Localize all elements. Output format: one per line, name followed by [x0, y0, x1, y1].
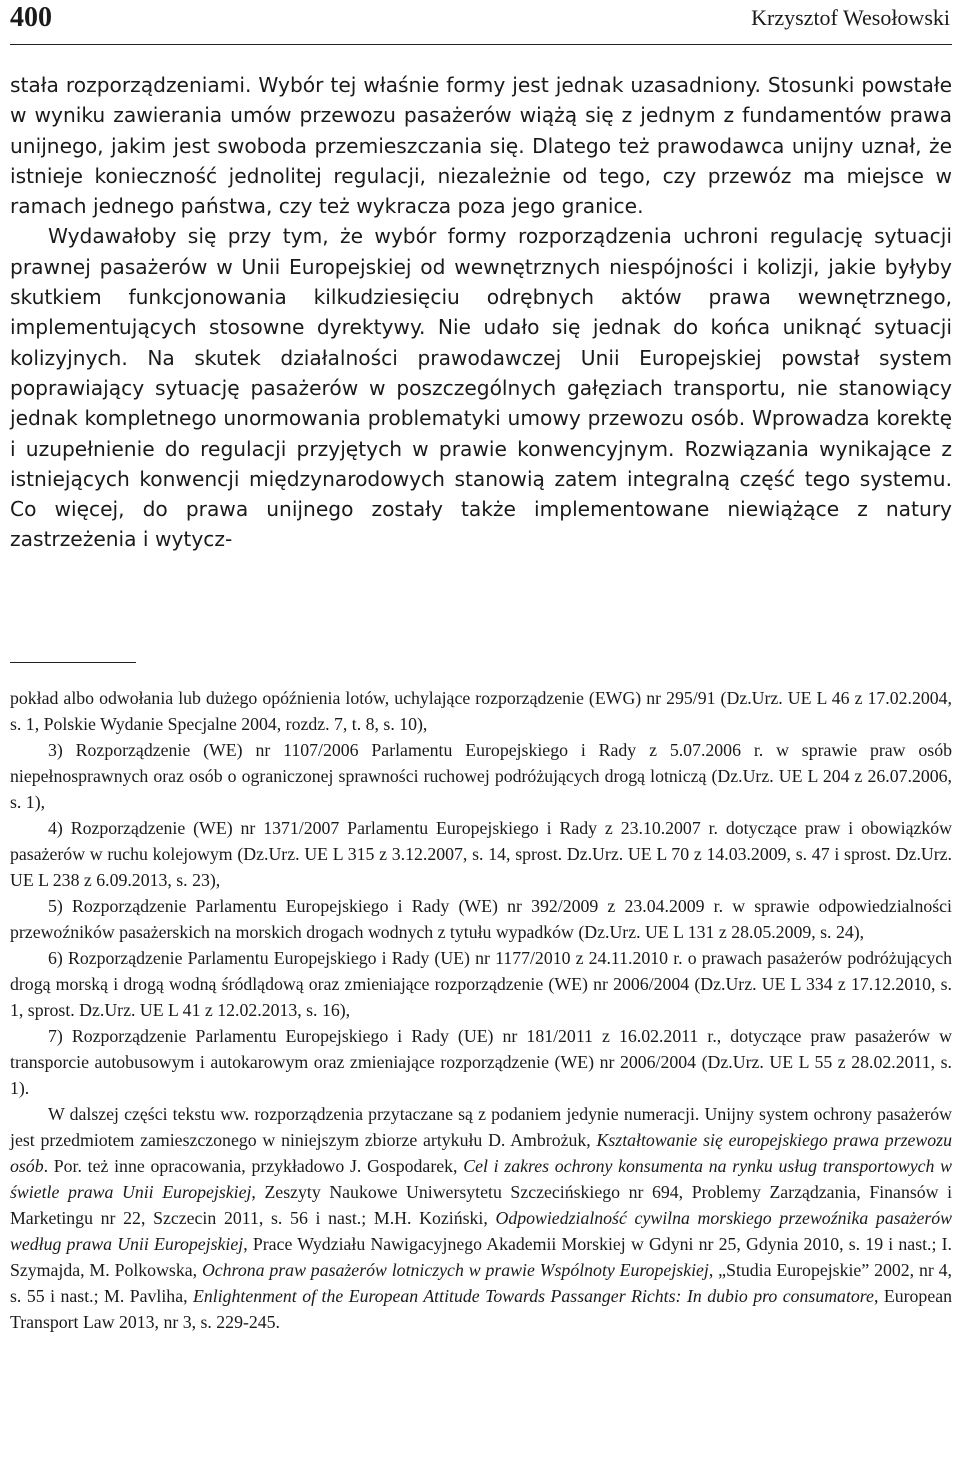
running-header: [10, 0, 952, 45]
footnote-continuation: pokład albo odwołania lub dużego opóźnienia lotów, uchylające rozporządzenie (EWG) nr 295/91 (Dz.Urz. UE L 46 z 17.02.2004, s. 1, Polskie Wydanie Specjalne 2004, rozdz. 7, t. 8, s. 10),: [10, 688, 952, 734]
paragraph: Wydawałoby się przy tym, że wybór formy rozporządzenia uchroni regulację sytuacji prawnej pasażerów w Unii Europejskiej od wewnętrznych niespójności i kolizji, jakie byłyby skutkiem funkcjonowania kilkudziesięciu odrębnych aktów prawa wewnętrznego, implementujących stosowne dyrektywy. Nie udało się jednak do końca uniknąć sytuacji kolizyjnych. Na skutek działalności prawodawczej Unii Europejskiej powstał system poprawiający sytuację pasażerów w poszczególnych gałęziach transportu, nie stanowiący jednak kompletnego unormowania problematyki umowy przewozu osób. Wprowadza korektę i uzupełnienie do regulacji przyjętych w prawie konwencyjnym. Rozwiązania wynikające z istniejących konwencji międzynarodowych stanowią zatem integralną część tego systemu. Co więcej, do prawa unijnego zostały także implementowane niewiążące z natury zastrzeżenia i wytycz-: [10, 224, 952, 552]
cited-title: Kształtowanie się europejskiego prawa przewozu osób: [10, 1130, 952, 1176]
text-run: , „Studia Europejskie” 2002, nr 4, s. 55 i nast.; M. Pavliha,: [10, 1260, 952, 1306]
footnote-item: 4) Rozporządzenie (WE) nr 1371/2007 Parlamentu Europejskiego i Rady z 23.10.2007 r. dotyczące praw i obowiązków pasażerów w ruchu kolejowym (Dz.Urz. UE L 315 z 3.12.2007, s. 14, sprost. Dz.Urz. UE L 70 z 14.03.2009, s. 47 i sprost. Dz.Urz. UE L 238 z 6.09.2013, s. 23),: [10, 818, 952, 890]
cited-title: Cel i zakres ochrony konsumenta na rynku usług transportowych w świetle prawa Unii Europejskiej: [10, 1156, 952, 1202]
footnote-item: 6) Rozporządzenie Parlamentu Europejskiego i Rady (UE) nr 1177/2010 z 24.11.2010 r. o prawach pasażerów podróżujących drogą morską i drogą wodną śródlądową oraz zmieniające rozporządzenie (WE) nr 2006/2004 (Dz.Urz. UE L 334 z 17.12.2010, s. 1, sprost. Dz.Urz. UE L 41 z 12.02.2013, s. 16),: [10, 948, 952, 1020]
footnote-item: 7) Rozporządzenie Parlamentu Europejskiego i Rady (UE) nr 181/2011 z 16.02.2011 r., dotyczące praw pasażerów w transporcie autobusowym i autokarowym oraz zmieniające rozporządzenie (WE) nr 2006/2004 (Dz.Urz. UE L 55 z 28.02.2011, s. 1).: [10, 1026, 952, 1098]
text-run: , Zeszyty Naukowe Uniwersytetu Szczecińskiego nr 694, Problemy Zarządzania, Finansów i Marketingu nr 22, Szczecin 2011, s. 56 i nast.; M.H. Koziński,: [10, 1182, 953, 1228]
text-run: . Por. też inne opracowania, przykładowo J. Gospodarek,: [43, 1156, 464, 1176]
text-run: , Prace Wydziału Nawigacyjnego Akademii Morskiej w Gdyni nr 25, Gdynia 2010, s. 19 i nast.; I. Szymajda, M. Polkowska,: [10, 1234, 952, 1280]
cited-title: Odpowiedzialność cywilna morskiego przewoźnika pasażerów według prawa Unii Europejskiej: [10, 1208, 953, 1254]
footnotes: [10, 685, 952, 1335]
footnote-separator: [10, 662, 136, 663]
footnote-item: 3) Rozporządzenie (WE) nr 1107/2006 Parlamentu Europejskiego i Rady z 5.07.2006 r. w sprawie praw osób niepełnosprawnych oraz osób o ograniczonej sprawności ruchowej podróżujących drogą lotniczą (Dz.Urz. UE L 204 z 26.07.2006, s. 1),: [10, 740, 952, 812]
text-run: , European Transport Law 2013, nr 3, s. 229-245.: [10, 1286, 952, 1332]
page-number: 400: [10, 2, 52, 33]
text-run: W dalszej części tekstu ww. rozporządzenia przytaczane są z podaniem jedynie numeracji. Unijny system ochrony pasażerów jest przedmiotem zamieszczonego w niniejszym zbiorze artykułu D. Ambrożuk,: [10, 1104, 952, 1150]
footnote-item: 5) Rozporządzenie Parlamentu Europejskiego i Rady (WE) nr 392/2009 z 23.04.2009 r. w sprawie odpowiedzialności przewoźników pasażerskich na morskich drogach wodnych z tytułu wypadków (Dz.Urz. UE L 131 z 28.05.2009, s. 24),: [10, 896, 952, 942]
footnote-item: [10, 1101, 952, 1335]
running-head-author: Krzysztof Wesołowski: [751, 5, 950, 30]
cited-title: Ochrona praw pasażerów lotniczych w prawie Wspólnoty Europejskiej: [201, 1260, 709, 1280]
cited-title: Enlightenment of the European Attitude Towards Passanger Richts: In dubio pro consumatore: [193, 1286, 874, 1306]
main-text: [10, 70, 952, 555]
paragraph: stała rozporządzeniami. Wybór tej właśnie formy jest jednak uzasadniony. Stosunki powstałe w wyniku zawierania umów przewozu pasażerów wiążą się z jednym z fundamentów prawa unijnego, jakim jest swoboda przemieszczania się. Dlatego też prawodawca unijny uznał, że istnieje konieczność jednolitej regulacji, niezależnie od tego, czy przewóz ma miejsce w ramach jednego państwa, czy też wykracza poza jego granice.: [10, 73, 952, 219]
